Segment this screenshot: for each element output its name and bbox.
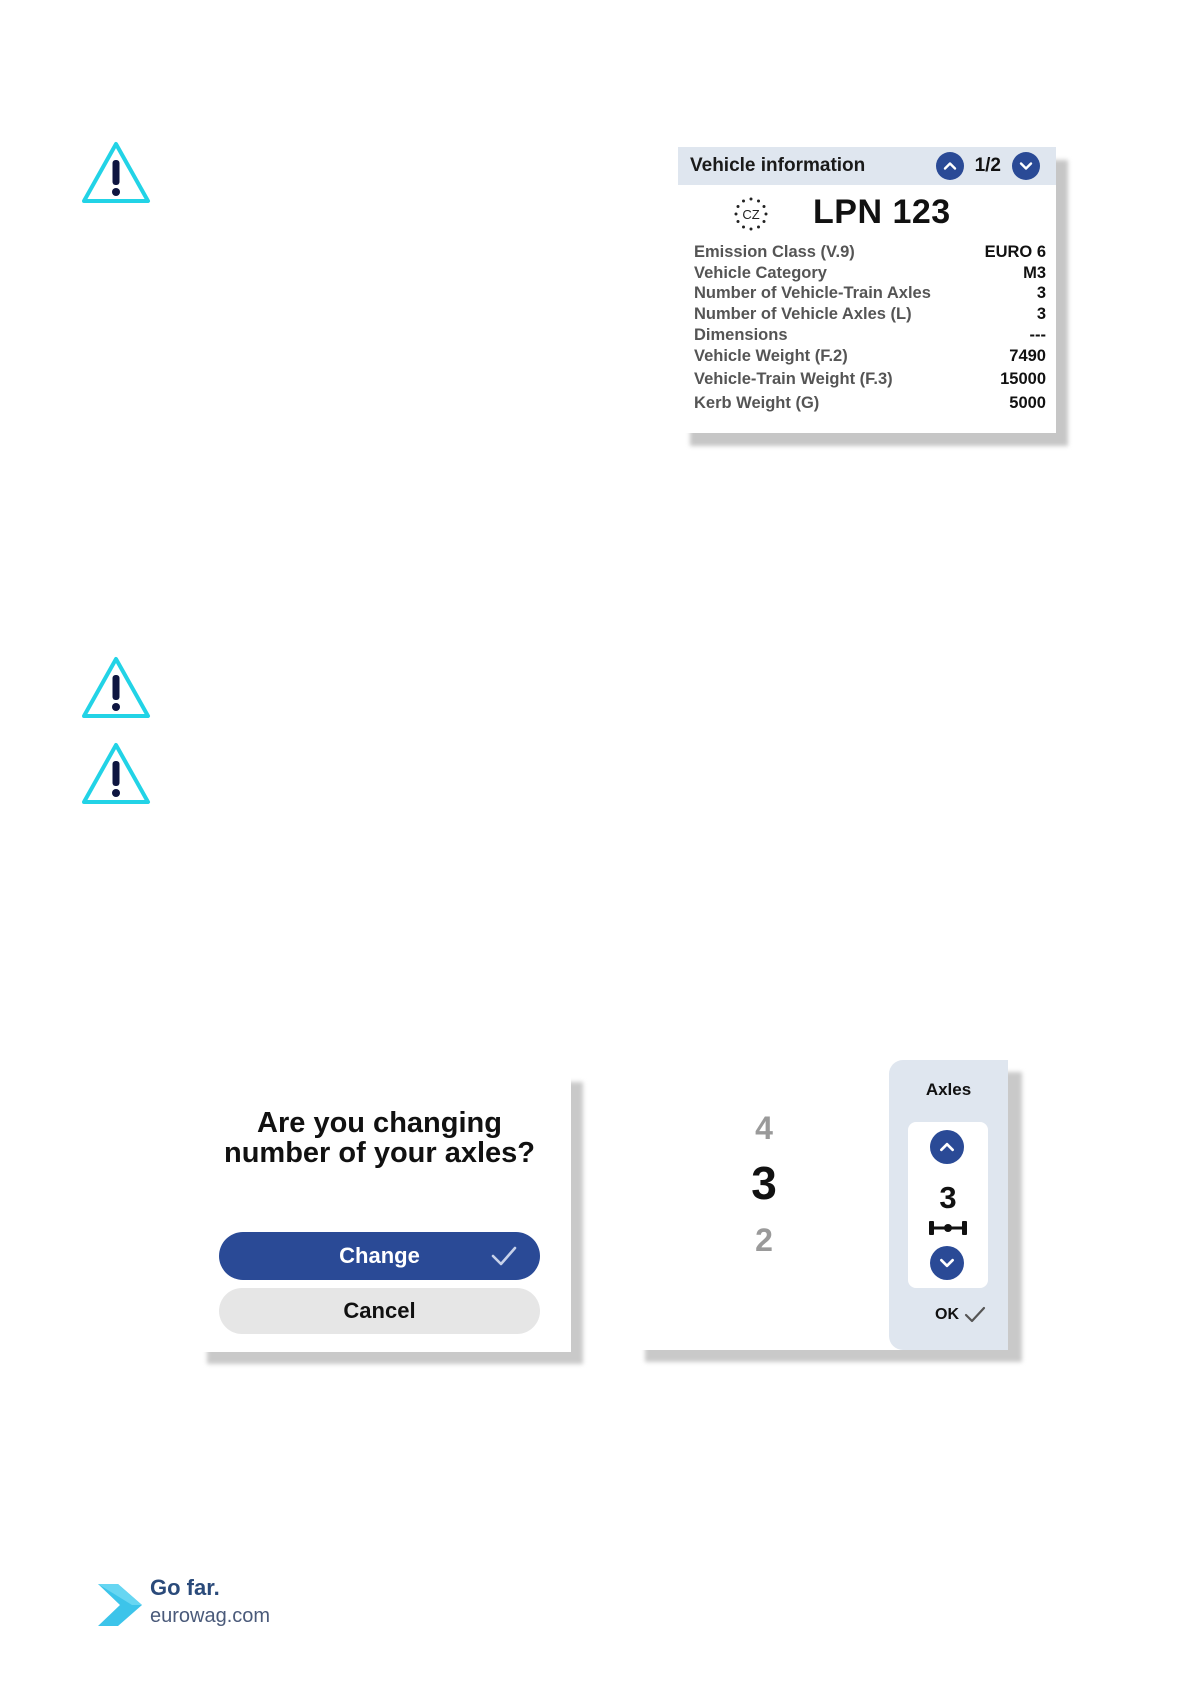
info-row xyxy=(694,325,1046,345)
info-label: Vehicle Category xyxy=(694,263,827,282)
info-row xyxy=(694,263,1046,283)
cancel-button-label: Cancel xyxy=(343,1298,416,1323)
axles-sidebar xyxy=(889,1060,1008,1350)
info-value: EURO 6 xyxy=(984,242,1046,261)
chevron-up-icon xyxy=(938,1138,956,1156)
info-value: 15000 xyxy=(1000,369,1046,388)
change-axles-dialog xyxy=(196,1072,571,1352)
wheel-option-below[interactable]: 2 xyxy=(755,1222,773,1258)
info-label: Kerb Weight (G) xyxy=(694,393,820,412)
info-row xyxy=(694,393,1046,413)
axles-picker-panel xyxy=(634,1060,1008,1350)
info-value: --- xyxy=(1029,325,1046,344)
chevron-down-icon xyxy=(1018,158,1034,174)
vehicle-info-panel xyxy=(678,147,1056,433)
info-label: Vehicle Weight (F.2) xyxy=(694,346,848,365)
vehicle-info-header xyxy=(678,147,1056,185)
eurowag-logo-icon xyxy=(96,1582,146,1628)
warning-triangle-icon xyxy=(80,655,152,721)
footer-tagline: Go far. xyxy=(150,1575,220,1600)
cancel-button[interactable] xyxy=(219,1288,540,1334)
info-value: 7490 xyxy=(1009,346,1046,365)
info-value: 5000 xyxy=(1009,393,1046,412)
dialog-question xyxy=(196,1108,563,1168)
change-button-label: Change xyxy=(339,1243,420,1268)
info-row xyxy=(694,369,1046,389)
warning-triangle-icon xyxy=(80,140,152,206)
info-value: 3 xyxy=(1036,283,1046,302)
info-label: Vehicle-Train Weight (F.3) xyxy=(694,369,893,388)
change-button[interactable] xyxy=(219,1232,540,1280)
chevron-down-icon xyxy=(938,1254,956,1272)
ok-button[interactable] xyxy=(935,1305,987,1325)
axles-stepper xyxy=(908,1122,988,1288)
eu-country-badge-icon xyxy=(733,196,769,232)
page-up-button[interactable] xyxy=(936,152,964,180)
info-row xyxy=(694,304,1046,324)
footer-website: eurowag.com xyxy=(150,1605,271,1627)
chevron-up-icon xyxy=(942,158,958,174)
wheel-option-above[interactable]: 4 xyxy=(755,1110,773,1146)
license-plate: LPN 123 xyxy=(813,193,951,231)
info-value: M3 xyxy=(1023,263,1046,282)
dialog-question-line2: number of your axles? xyxy=(223,1137,535,1169)
page-down-button[interactable] xyxy=(1012,152,1040,180)
plate-row xyxy=(678,185,1056,241)
info-row xyxy=(694,283,1046,303)
dialog-question-line1: Are you changing xyxy=(257,1107,502,1139)
check-icon xyxy=(963,1305,987,1325)
info-row xyxy=(694,242,1046,262)
info-label: Number of Vehicle Axles (L) xyxy=(694,304,912,323)
country-code: CZ xyxy=(742,207,760,222)
check-icon xyxy=(490,1244,518,1268)
info-label: Number of Vehicle-Train Axles xyxy=(694,283,931,302)
axles-decrease-button[interactable] xyxy=(930,1246,964,1280)
wheel-option-selected[interactable]: 3 xyxy=(751,1157,777,1209)
info-row xyxy=(694,346,1046,366)
axles-increase-button[interactable] xyxy=(930,1130,964,1164)
info-label: Dimensions xyxy=(694,325,788,344)
page-indicator: 1/2 xyxy=(974,155,1001,176)
warning-triangle-icon xyxy=(80,741,152,807)
info-label: Emission Class (V.9) xyxy=(694,242,855,261)
axle-icon xyxy=(928,1220,968,1236)
ok-label: OK xyxy=(935,1306,959,1323)
axles-value: 3 xyxy=(939,1180,957,1215)
axles-label: Axles xyxy=(925,1080,972,1099)
info-value: 3 xyxy=(1036,304,1046,323)
vehicle-info-title: Vehicle information xyxy=(690,155,866,176)
